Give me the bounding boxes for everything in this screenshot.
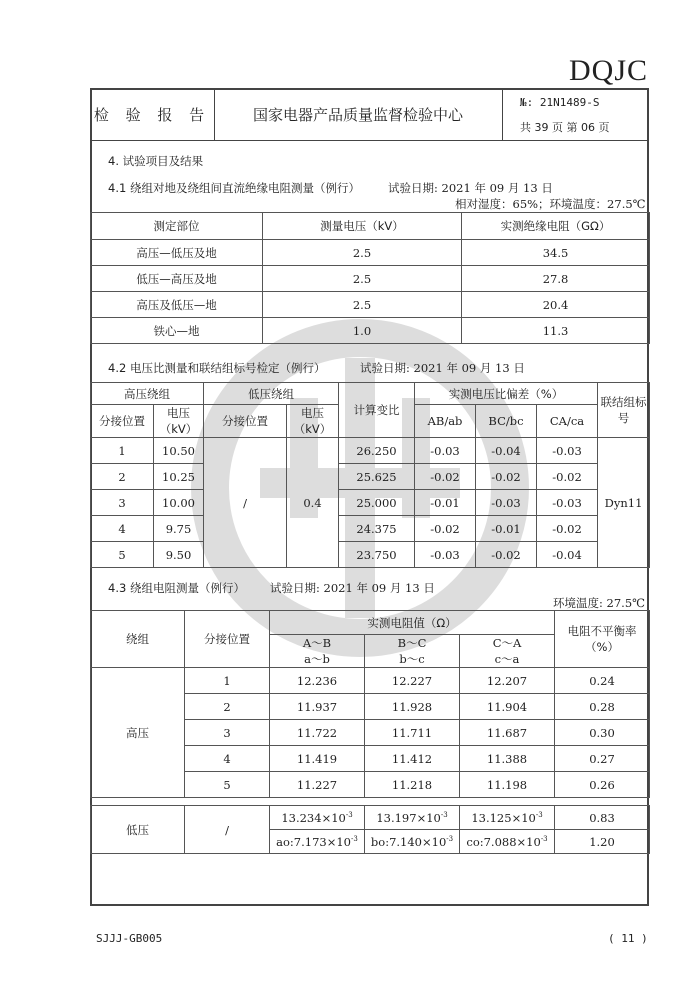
table-cell: 11.198 — [460, 772, 555, 798]
table-row — [91, 516, 650, 542]
tap-header: 分接位置 — [185, 611, 270, 668]
table-cell: 11.388 — [460, 746, 555, 772]
table-row — [91, 438, 650, 464]
lv-volt-cell: 0.4 — [287, 438, 339, 568]
table-cell: 1 — [185, 668, 270, 694]
table-cell: 2.5 — [263, 292, 462, 318]
table-cell: 10.50 — [154, 438, 204, 464]
table-cell: 2 — [185, 694, 270, 720]
group-header: 联结组标号 — [598, 383, 650, 438]
value-text: 13.197×10 — [376, 810, 441, 825]
res-col-ab — [270, 635, 365, 668]
res-col-label: A～B — [302, 636, 332, 650]
table-cell: 11.227 — [270, 772, 365, 798]
exponent: -3 — [440, 810, 448, 819]
table-row — [91, 240, 650, 266]
table-row — [91, 490, 650, 516]
table-cell: 3 — [185, 720, 270, 746]
section-title: 4. 试验项目及结果 — [108, 154, 204, 168]
s41-conditions: 相对湿度：65%；环境温度：27.5℃ — [455, 197, 646, 211]
table-cell: 11.937 — [270, 694, 365, 720]
table-cell: 3 — [91, 490, 154, 516]
table-row — [91, 318, 650, 344]
table-cell: -0.03 — [537, 490, 598, 516]
s43-date: 试验日期: 2021 年 09 月 13 日 — [270, 581, 435, 595]
dev-col-bc: BC/bc — [476, 405, 537, 438]
table-cell: 10.25 — [154, 464, 204, 490]
table-cell: 9.75 — [154, 516, 204, 542]
table-cell: -0.02 — [476, 542, 537, 568]
table-cell: 27.8 — [462, 266, 650, 292]
table-cell: 11.412 — [365, 746, 460, 772]
lv-label: 低压 — [91, 806, 185, 854]
s42-title: 4.2 电压比测量和联结组标号检定（例行） — [108, 361, 326, 375]
table-row — [91, 292, 650, 318]
dev-col-ca: CA/ca — [537, 405, 598, 438]
lv-tap-cell: / — [204, 438, 287, 568]
table-cell: 5 — [91, 542, 154, 568]
col-header: 实测绝缘电阻（GΩ） — [462, 213, 650, 240]
calc-header: 计算变比 — [339, 383, 415, 438]
s41-date: 试验日期: 2021 年 09 月 13 日 — [388, 181, 553, 195]
table-cell: 23.750 — [339, 542, 415, 568]
table-cell: 34.5 — [462, 240, 650, 266]
ratio-table — [90, 382, 650, 568]
table-cell: 11.722 — [270, 720, 365, 746]
table-cell: 高压—低压及地 — [91, 240, 263, 266]
exponent: -3 — [446, 834, 454, 843]
table-cell: 24.375 — [339, 516, 415, 542]
exponent: -3 — [351, 834, 358, 843]
table-cell: -0.02 — [476, 464, 537, 490]
s43-title: 4.3 绕组电阻测量（例行） — [108, 581, 245, 595]
exponent: -3 — [345, 810, 353, 819]
col-header: 测量电压（kV） — [263, 213, 462, 240]
res-col-label: a～b — [304, 652, 330, 666]
table-cell: 低压—高压及地 — [91, 266, 263, 292]
dev-col-ab: AB/ab — [415, 405, 476, 438]
table-row — [91, 542, 650, 568]
report-number: №: 21N1489-S — [520, 96, 600, 109]
hv-header: 高压绕组 — [91, 383, 204, 405]
table-cell: 12.236 — [270, 668, 365, 694]
table-header-row — [91, 383, 650, 405]
table-header-row — [91, 213, 650, 240]
table-cell: 1 — [91, 438, 154, 464]
form-code: SJJJ-GB005 — [96, 932, 163, 945]
spacer-cell — [91, 798, 650, 806]
table-cell — [270, 806, 365, 830]
report-label: 检 验 报 告 — [90, 88, 215, 141]
table-cell: 0.28 — [555, 694, 650, 720]
s41-title: 4.1 绕组对地及绕组间直流绝缘电阻测量（例行） — [108, 181, 360, 195]
table-row — [91, 806, 650, 830]
table-cell — [270, 830, 365, 854]
table-cell: 9.50 — [154, 542, 204, 568]
table-cell: 1.0 — [263, 318, 462, 344]
table-cell: -0.04 — [476, 438, 537, 464]
table-cell: 2.5 — [263, 240, 462, 266]
table-cell: 0.83 — [555, 806, 650, 830]
insulation-table — [90, 212, 650, 344]
res-col-label: B～C — [397, 636, 427, 650]
table-cell: 11.711 — [365, 720, 460, 746]
table-cell — [365, 830, 460, 854]
table-row — [91, 464, 650, 490]
table-cell: 4 — [185, 746, 270, 772]
dev-header: 实测电压比偏差（%） — [415, 383, 598, 405]
table-cell: 11.928 — [365, 694, 460, 720]
center-name: 国家电器产品质量监督检验中心 — [214, 88, 503, 141]
report-meta — [502, 88, 649, 141]
s42-date: 试验日期: 2021 年 09 月 13 日 — [360, 361, 525, 375]
table-header-row — [91, 611, 650, 635]
tap-header: 分接位置 — [91, 405, 154, 438]
res-col-label: c～a — [494, 652, 520, 666]
table-cell: 11.687 — [460, 720, 555, 746]
table-cell: 0.27 — [555, 746, 650, 772]
table-cell: -0.02 — [537, 516, 598, 542]
report-header — [90, 88, 649, 140]
table-cell: 0.26 — [555, 772, 650, 798]
table-cell: 0.30 — [555, 720, 650, 746]
table-cell: -0.03 — [415, 438, 476, 464]
res-col-label: C～A — [492, 636, 522, 650]
value-text: bo:7.140×10 — [370, 834, 447, 849]
col-header: 测定部位 — [91, 213, 263, 240]
table-cell: -0.03 — [476, 490, 537, 516]
unbalance-header: 电阻不平衡率（%） — [555, 611, 650, 668]
value-text: 13.234×10 — [281, 810, 346, 825]
table-cell: 高压及低压—地 — [91, 292, 263, 318]
spacer-row — [91, 798, 650, 806]
table-cell: -0.02 — [537, 464, 598, 490]
exponent: -3 — [540, 834, 548, 843]
table-cell: 26.250 — [339, 438, 415, 464]
table-row — [91, 668, 650, 694]
exponent: -3 — [535, 810, 543, 819]
table-cell: 25.625 — [339, 464, 415, 490]
table-cell: 5 — [185, 772, 270, 798]
table-cell: 11.419 — [270, 746, 365, 772]
table-cell: 12.207 — [460, 668, 555, 694]
table-cell — [460, 806, 555, 830]
table-cell — [365, 806, 460, 830]
table-cell: 2.5 — [263, 266, 462, 292]
table-cell: -0.02 — [415, 464, 476, 490]
table-cell: 0.24 — [555, 668, 650, 694]
table-cell: 2 — [91, 464, 154, 490]
table-cell: 25.000 — [339, 490, 415, 516]
table-cell: 铁心—地 — [91, 318, 263, 344]
lv-tap-header: 分接位置 — [204, 405, 287, 438]
group-cell: Dyn11 — [598, 438, 650, 568]
table-cell: 11.3 — [462, 318, 650, 344]
lv-header: 低压绕组 — [204, 383, 339, 405]
page-number: ( 11 ) — [608, 932, 648, 945]
table-cell: -0.01 — [476, 516, 537, 542]
table-cell — [460, 830, 555, 854]
table-cell: 12.227 — [365, 668, 460, 694]
resistance-table — [90, 610, 650, 854]
table-cell: 4 — [91, 516, 154, 542]
table-cell: 10.00 — [154, 490, 204, 516]
lv-volt-header: 电压（kV） — [287, 405, 339, 438]
table-cell: -0.02 — [415, 516, 476, 542]
logo-text: DQJC — [568, 54, 648, 87]
res-col-label: b～c — [399, 652, 425, 666]
table-cell: -0.03 — [537, 438, 598, 464]
table-cell: -0.01 — [415, 490, 476, 516]
page-count: 共 39 页 第 06 页 — [520, 121, 610, 134]
value-text: ao:7.173×10 — [276, 834, 352, 849]
table-cell: 1.20 — [555, 830, 650, 854]
s43-env: 环境温度: 27.5℃ — [553, 596, 645, 610]
table-cell: 11.904 — [460, 694, 555, 720]
hv-label: 高压 — [91, 668, 185, 798]
table-row — [91, 266, 650, 292]
winding-header: 绕组 — [91, 611, 185, 668]
res-header: 实测电阻值（Ω） — [270, 611, 555, 635]
value-text: 13.125×10 — [471, 810, 536, 825]
table-cell: 11.218 — [365, 772, 460, 798]
value-text: co:7.088×10 — [466, 834, 541, 849]
res-col-ca — [460, 635, 555, 668]
table-cell: -0.04 — [537, 542, 598, 568]
volt-header: 电压（kV） — [154, 405, 204, 438]
lv-tap-cell: / — [185, 806, 270, 854]
table-cell: 20.4 — [462, 292, 650, 318]
res-col-bc — [365, 635, 460, 668]
table-cell: -0.03 — [415, 542, 476, 568]
